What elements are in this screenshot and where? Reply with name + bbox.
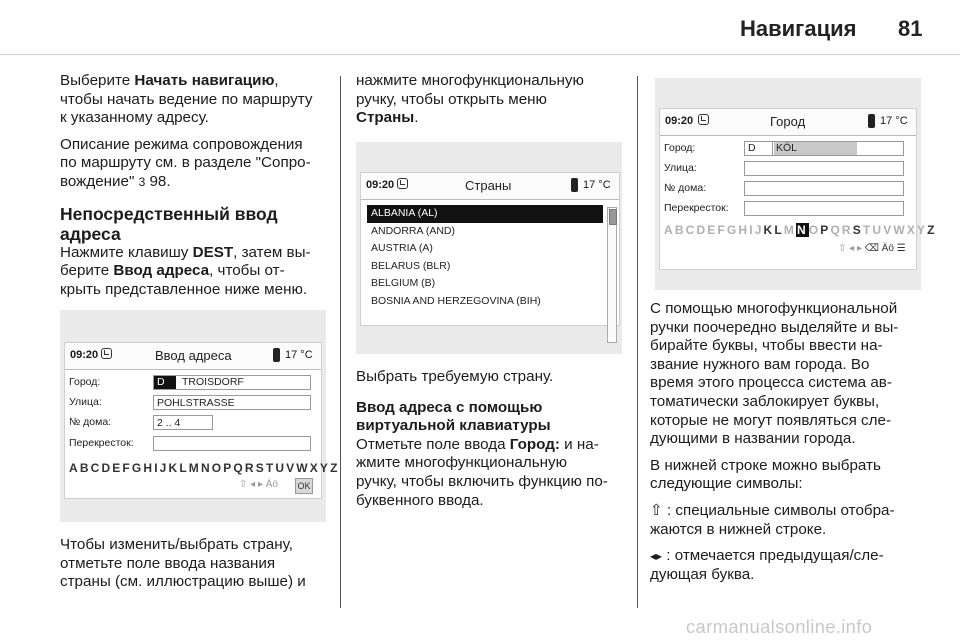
text: буквенного ввода.: [356, 491, 484, 509]
text: Нажмите клавишу: [60, 243, 193, 261]
text: томатически заблокирует буквы,: [650, 392, 880, 410]
keyboard-letters-disabled: O: [808, 223, 821, 237]
keyboard-letters-enabled[interactable]: P: [820, 223, 831, 237]
city-value: KÖL: [774, 142, 857, 155]
middle-column-top: [356, 72, 626, 136]
list-item[interactable]: BELARUS (BLR): [371, 259, 451, 272]
keyboard-letters-disabled: M: [783, 223, 796, 237]
city-input[interactable]: [744, 141, 904, 156]
text: : специальные символы отобра‑: [662, 501, 895, 519]
page-title: Навигация: [740, 16, 857, 41]
keyboard-special-keys[interactable]: ⇧ ◂ ▸ Äö: [239, 479, 278, 490]
street-input[interactable]: POHLSTRASSE: [153, 395, 311, 410]
status-bar: [361, 173, 619, 200]
heading-text: Непосредственный ввод: [60, 203, 278, 224]
paragraph-dest: [60, 244, 330, 300]
temperature: 17 °C: [285, 349, 313, 361]
thermometer-icon: [868, 114, 875, 128]
text: ручки поочередно выделяйте и вы‑: [650, 318, 899, 336]
virtual-keyboard[interactable]: [664, 223, 937, 237]
paragraph-symbols: [650, 457, 935, 494]
text: которые не могут появляться сле‑: [650, 411, 892, 429]
field-label: Улица:: [664, 162, 697, 174]
term-countries: Страны: [356, 109, 415, 127]
page-header: [0, 0, 960, 52]
text: ,: [274, 72, 279, 89]
middle-column-bottom: [356, 368, 626, 518]
field-house-number[interactable]: [664, 181, 909, 197]
text: и на‑: [559, 435, 599, 453]
status-bar: [65, 343, 321, 370]
paragraph-shift-key: [650, 502, 935, 539]
screen-title: Ввод адреса: [155, 348, 232, 363]
screenshot-city: [655, 78, 937, 290]
keyboard-letters-disabled: CDEFGHIJ: [685, 223, 764, 237]
list-item[interactable]: ANDORRA (AND): [371, 224, 456, 237]
clock-icon: [397, 178, 408, 189]
keyboard-letters-disabled: AB: [664, 223, 686, 237]
field-street[interactable]: [69, 395, 314, 411]
header-divider: [0, 54, 960, 55]
paragraph-start-navigation: [60, 72, 330, 128]
country-code[interactable]: D: [748, 142, 756, 154]
scrollbar[interactable]: [607, 207, 617, 343]
page-reference-icon: 3: [138, 174, 146, 189]
text: ручку, чтобы открыть меню: [356, 90, 547, 108]
text: нажмите многофункциональную: [356, 72, 584, 89]
house-number-input[interactable]: [744, 181, 904, 196]
field-label: № дома:: [69, 416, 112, 428]
field-label: Перекресток:: [69, 437, 134, 449]
country-code[interactable]: D: [154, 376, 176, 389]
text: крыть представленное ниже меню.: [60, 280, 308, 298]
text: по маршруту см. в разделе "Сопро‑: [60, 154, 311, 172]
keyboard-letters-enabled[interactable]: S: [852, 223, 863, 237]
heading-text: адреса: [60, 223, 121, 244]
field-city[interactable]: [664, 141, 909, 157]
keyboard-letters-disabled: QR: [830, 223, 853, 237]
divider: [772, 142, 773, 155]
term-dest: DEST: [192, 243, 234, 261]
crossing-input[interactable]: [744, 201, 904, 216]
text: дующими в названии города.: [650, 430, 856, 448]
text: следующие символы:: [650, 475, 803, 493]
section-heading-virtual-keyboard: [356, 399, 626, 436]
list-item[interactable]: ALBANIA (AL): [367, 205, 603, 223]
field-house-number[interactable]: [69, 415, 314, 431]
section-heading-direct-input: [60, 204, 330, 244]
field-crossing[interactable]: [664, 201, 909, 217]
street-input[interactable]: [744, 161, 904, 176]
screen-title: Город: [770, 114, 806, 129]
text: к указанному адресу.: [60, 109, 209, 127]
screenshot-address-input: [60, 310, 340, 522]
text: бирайте буквы, чтобы ввести на‑: [650, 337, 883, 355]
clock-icon: [698, 114, 709, 125]
clock-time: 09:20: [366, 179, 395, 191]
text: жаются в нижней строке.: [650, 520, 827, 538]
paragraph-letter-input: [356, 436, 626, 510]
status-bar: [660, 109, 916, 136]
term-start-navigation: Начать навигацию: [134, 72, 275, 89]
text: .: [414, 109, 419, 127]
text: В нижней строке можно выбрать: [650, 456, 881, 474]
watermark: carmanualsonline.info: [686, 616, 873, 637]
text: звание нужного вам города. Во: [650, 355, 870, 373]
keyboard-letters-enabled[interactable]: Z: [927, 223, 937, 237]
special-keys[interactable]: ⌫ Äö ☰: [864, 243, 906, 254]
shift-icon: ⇧: [650, 501, 663, 519]
field-label: № дома:: [664, 182, 707, 194]
text: С помощью многофункциональной: [650, 300, 898, 317]
text: : отмечается предыдущая/сле‑: [662, 547, 884, 565]
screenshot-countries: [356, 142, 622, 354]
text: жмите многофункциональную: [356, 454, 568, 472]
field-crossing[interactable]: [69, 436, 314, 452]
keyboard-letter-selected[interactable]: N: [796, 223, 808, 237]
keyboard-special-keys[interactable]: [838, 243, 906, 254]
text: Отметьте поле ввода: [356, 435, 510, 453]
page-reference: 98.: [145, 172, 171, 190]
virtual-keyboard[interactable]: ABCDEFGHIJKLMNOPQRSTUVWXYZ: [69, 461, 340, 475]
text: ручку, чтобы включить функцию по‑: [356, 472, 608, 490]
list-item[interactable]: BOSNIA AND HERZEGOVINA (BIH): [371, 294, 541, 307]
paragraph-change-country: [60, 536, 330, 592]
keyboard-letters-disabled: TUVWXY: [862, 223, 928, 237]
text: Чтобы изменить/выбрать страну,: [60, 536, 293, 553]
text: , затем вы‑: [233, 243, 311, 261]
field-city[interactable]: [69, 375, 314, 391]
clock-time: 09:20: [665, 115, 694, 127]
crossing-input[interactable]: [153, 436, 311, 451]
list-item[interactable]: AUSTRIA (A): [371, 242, 433, 254]
paragraph-open-countries: [356, 72, 626, 128]
city-input[interactable]: [153, 375, 311, 390]
paragraph-select-country: Выбрать требуемую страну.: [356, 368, 554, 385]
text: страны (см. иллюстрацию выше) и: [60, 573, 306, 591]
temperature: 17 °C: [880, 115, 908, 127]
text: Описание режима сопровождения: [60, 135, 303, 153]
right-column: [650, 300, 935, 592]
screen-title: Страны: [465, 178, 512, 193]
paragraph-guidance-ref: [60, 136, 330, 192]
column-divider: [637, 76, 638, 608]
field-label: Улица:: [69, 396, 102, 408]
ok-button[interactable]: OK: [295, 478, 313, 494]
term-city: Город:: [509, 435, 560, 453]
field-label: Город:: [664, 142, 696, 154]
scrollbar-thumb[interactable]: [609, 209, 617, 225]
arrows-icon: ◂▸: [650, 549, 663, 564]
paragraph-select-letters: [650, 300, 935, 449]
text: дующая буква.: [650, 565, 755, 583]
special-keys[interactable]: ⇧ ◂ ▸: [838, 243, 862, 254]
text: , чтобы от‑: [209, 262, 285, 280]
text: отметьте поле ввода названия: [60, 554, 276, 572]
clock-time: 09:20: [70, 349, 99, 361]
text: вождение": [60, 172, 139, 190]
page-number: 81: [898, 16, 923, 41]
term-address-input: Ввод адреса: [113, 262, 210, 280]
field-label: Город:: [69, 376, 101, 388]
thermometer-icon: [571, 178, 578, 192]
text: время этого процесса система ав‑: [650, 374, 892, 392]
thermometer-icon: [273, 348, 280, 362]
field-label: Перекресток:: [664, 202, 729, 214]
keyboard-letters-enabled[interactable]: KL: [763, 223, 784, 237]
city-value: TROISDORF: [182, 376, 244, 388]
field-street[interactable]: [664, 161, 909, 177]
heading-text: Ввод адреса с помощью: [356, 398, 543, 416]
temperature: 17 °C: [583, 179, 611, 191]
left-column-bottom: [60, 536, 330, 600]
country-list: [367, 205, 603, 310]
list-item[interactable]: BELGIUM (B): [371, 277, 436, 289]
paragraph-arrow-keys: [650, 547, 935, 584]
text: берите: [60, 262, 114, 280]
text: чтобы начать ведение по маршруту: [60, 90, 313, 108]
text: Выберите: [60, 72, 135, 89]
column-divider: [340, 76, 341, 608]
clock-icon: [101, 348, 112, 359]
left-column-top: [60, 72, 330, 307]
house-number-input[interactable]: 2 .. 4: [153, 415, 213, 430]
heading-text: виртуальной клавиатуры: [356, 417, 551, 435]
